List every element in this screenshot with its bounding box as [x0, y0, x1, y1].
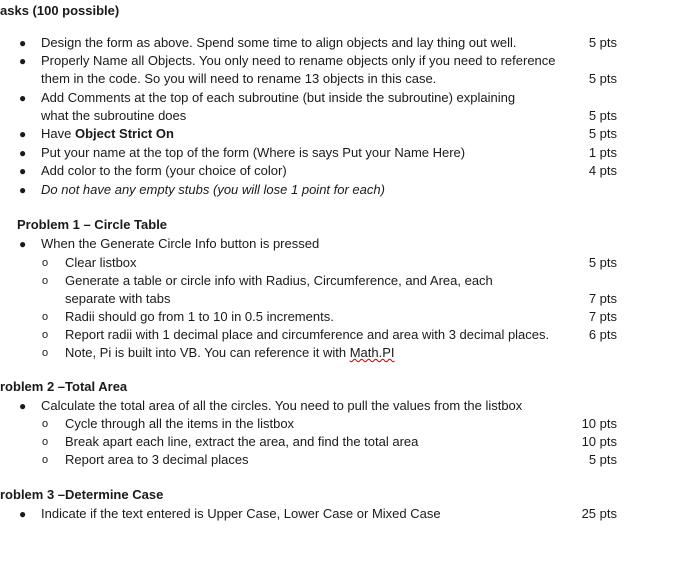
task-3-text-line-2: what the subroutine does [41, 108, 187, 123]
problem-1-sub-4: Report radii with 1 decimal place and circumference and area with 3 decimal places. [65, 327, 550, 342]
problem-1-heading: Problem 1 – Circle Table [17, 217, 168, 232]
problem-1-sub-3: Radii should go from 1 to 10 in 0.5 increments. [65, 309, 334, 324]
math-pi-spellcheck: Math.PI [349, 345, 395, 360]
circle-bullet-icon: o [42, 436, 49, 448]
bullet-icon: ● [19, 164, 27, 178]
bullet-icon: ● [19, 183, 27, 197]
circle-bullet-icon: o [42, 454, 49, 466]
task-1-points: 5 pts [588, 35, 617, 50]
circle-bullet-icon: o [42, 275, 49, 287]
problem-2-sub-1: Cycle through all the items in the listbox [65, 416, 295, 431]
problem-2-main: Calculate the total area of all the circles. You need to pull the values from the listbox [41, 398, 523, 413]
problem-2-sub-2: Break apart each line, extract the area, and find the total area [65, 434, 419, 449]
problem-1-sub-4-points: 6 pts [588, 327, 617, 342]
bullet-icon: ● [19, 507, 27, 521]
problem-1-sub-1-points: 5 pts [588, 255, 617, 270]
problem-1-sub-5-prefix: Note, Pi is built into VB. You can reference it with [65, 345, 350, 360]
task-2-points: 5 pts [588, 71, 617, 86]
task-3-points: 5 pts [588, 108, 617, 123]
circle-bullet-icon: o [42, 257, 49, 269]
circle-bullet-icon: o [42, 329, 49, 341]
tasks-heading: asks (100 possible) [0, 3, 120, 18]
problem-2-sub-2-points: 10 pts [581, 434, 617, 449]
task-5-text: Put your name at the top of the form (Where is says Put your Name Here) [41, 145, 466, 160]
bullet-icon: ● [19, 237, 27, 251]
problem-3-points: 25 pts [581, 506, 617, 521]
problem-2-heading: roblem 2 –Total Area [0, 379, 128, 394]
problem-1-sub-2-line-2: separate with tabs [65, 291, 171, 306]
task-4-text [41, 125, 174, 143]
task-4-prefix: Have [41, 126, 75, 141]
problem-2-sub-3: Report area to 3 decimal places [65, 452, 249, 467]
problem-2-sub-3-points: 5 pts [588, 452, 617, 467]
task-5-points: 1 pts [588, 145, 617, 160]
problem-1-sub-5 [65, 344, 395, 362]
problem-1-sub-2-line-1: Generate a table or circle info with Radius, Circumference, and Area, each [65, 273, 493, 288]
bullet-icon: ● [19, 91, 27, 105]
bullet-icon: ● [19, 127, 27, 141]
problem-1-main: When the Generate Circle Info button is pressed [41, 236, 320, 251]
bullet-icon: ● [19, 399, 27, 413]
task-3-text-line-1: Add Comments at the top of each subroutine (but inside the subroutine) explaining [41, 90, 516, 105]
task-2-text-line-2: them in the code. So you will need to rename 13 objects in this case. [41, 71, 437, 86]
bullet-icon: ● [19, 54, 27, 68]
problem-2-sub-1-points: 10 pts [581, 416, 617, 431]
circle-bullet-icon: o [42, 347, 49, 359]
task-2-text-line-1: Properly Name all Objects. You only need to rename objects only if you need to reference [41, 53, 556, 68]
problem-3-main: Indicate if the text entered is Upper Case, Lower Case or Mixed Case [41, 506, 441, 521]
problem-1-sub-1: Clear listbox [65, 255, 137, 270]
bullet-icon: ● [19, 146, 27, 160]
circle-bullet-icon: o [42, 418, 49, 430]
problem-1-sub-2-points: 7 pts [588, 291, 617, 306]
task-6-text: Add color to the form (your choice of color) [41, 163, 287, 178]
task-6-points: 4 pts [588, 163, 617, 178]
circle-bullet-icon: o [42, 311, 49, 323]
task-4-bold: Object Strict On [74, 126, 174, 141]
task-4-points: 5 pts [588, 126, 617, 141]
task-1-text: Design the form as above. Spend some time to align objects and lay thing out well. [41, 35, 517, 50]
bullet-icon: ● [19, 36, 27, 50]
problem-3-heading: roblem 3 –Determine Case [0, 487, 164, 502]
task-7-text: Do not have any empty stubs (you will lose 1 point for each) [41, 182, 385, 197]
problem-1-sub-3-points: 7 pts [588, 309, 617, 324]
